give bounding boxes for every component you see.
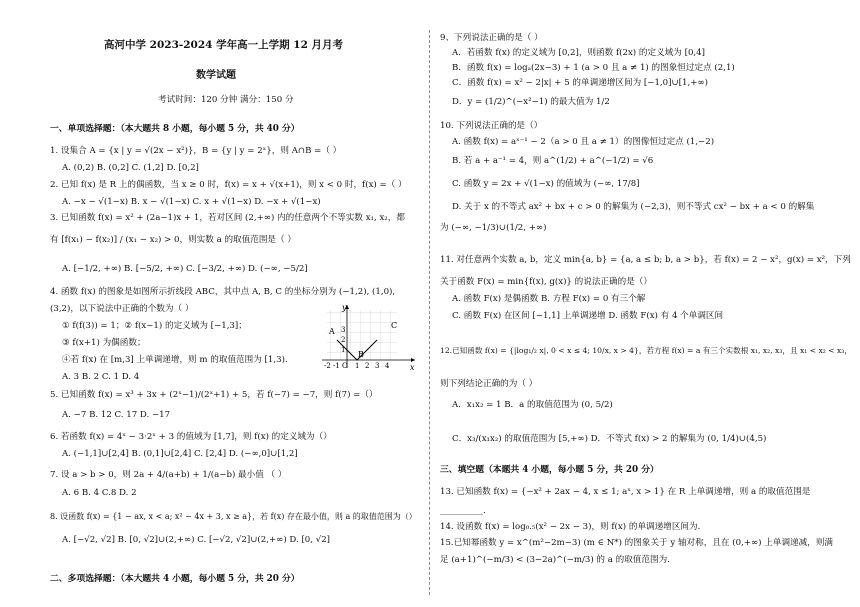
- right-column: [432, 0, 860, 607]
- x-tick-label: -2: [324, 362, 331, 370]
- question-5-options: A. −7 B. 12 C. 17 D. −17: [62, 410, 171, 420]
- x-axis-label: x: [410, 363, 415, 372]
- question-7: 7. 设 a > b > 0，则 2a + 4/(a+b) + 1/(a−b) 最小值 （ ）: [50, 470, 287, 480]
- question-9-option-c: C．函数 f(x) = x² − 2|x| + 5 的单调递增区间为 [−1,0]∪[1,+∞): [452, 78, 708, 88]
- question-3-cont: 有 [f(x₁) − f(x₂)] / (x₁ − x₂) > 0，则实数 a 的取值范围是（ ）: [50, 235, 296, 245]
- question-4-statement-1: ① f(f(3)) = 1；② f(x−1) 的定义域为 [−1,3]；: [62, 321, 247, 331]
- section-heading-fill-in: 三、填空题（本题共 4 小题，每小题 5 分，共 20 分）: [440, 465, 659, 475]
- question-4-statement-4: ④若 f(x) 在 [m,3] 上单调递增，则 m 的取值范围为 [1,3).: [62, 355, 288, 365]
- question-4: 4. 函数 f(x) 的图象是如图所示折线段 ABC，其中点 A, B, C 的坐标分别为 (−1,2), (1,0),: [50, 287, 396, 297]
- question-5: 5. 已知函数 f(x) = x³ + 3x + (2ˣ−1)/(2ˣ+1) + 5，若 f(−7) = −7，则 f(7) =（）: [50, 390, 378, 400]
- question-10-option-d-cont: 为 (−∞, −1/3)∪(1/2, +∞): [440, 223, 547, 233]
- y-tick-label: 1: [341, 346, 346, 354]
- page-subtitle: 数学试题: [196, 70, 236, 81]
- x-tick-label: -1: [333, 362, 340, 370]
- question-13: 13. 已知函数 f(x) = {−x² + 2ax − 4, x ≤ 1; aˣ, x > 1} 在 R 上单调递增，则 a 的取值范围是: [440, 487, 811, 497]
- y-tick-label: 3: [341, 326, 346, 334]
- question-4-cont: (3,2)，以下说法中正确的个数为（ ）: [50, 304, 194, 314]
- question-4-statement-3: ③ f(x+1) 为偶函数；: [62, 338, 146, 348]
- x-tick-label: 4: [385, 362, 390, 370]
- origin-label: O: [342, 362, 348, 370]
- question-8-options: A. [−√2, √2] B. [0, √2]∪(2,+∞) C. [−√2, √2]∪(2,+∞) D. [0, √2]: [62, 535, 331, 545]
- question-13-blank: __________.: [440, 506, 486, 516]
- exam-time-info: 考试时间：120 分钟 满分：150 分: [158, 95, 294, 105]
- question-11-options-ab: A. 函数 F(x) 是偶函数 B. 方程 F(x) = 0 有三个解: [452, 294, 646, 304]
- point-c-label: C: [391, 321, 398, 330]
- question-2: 2. 已知 f(x) 是 R 上的偶函数，当 x ≥ 0 时，f(x) = x + √(x+1)，则 x < 0 时，f(x) =（ ）: [50, 180, 407, 190]
- question-2-options: A. −x − √(1−x) B. x − √(1−x) C. x + √(1−x) D. −x + √(1−x): [62, 197, 321, 207]
- question-11-cont: 关于函数 F(x) = min{f(x), g(x)} 的说法正确的是（）: [440, 277, 652, 287]
- question-10-option-a: A. 函数 f(x) = aˣ⁻¹ − 2（a > 0 且 a ≠ 1）的图像恒过定点 (1,−2): [452, 137, 715, 147]
- question-1-options: A. (0,2) B. (0,2] C. (1,2] D. [0,2]: [62, 163, 199, 173]
- broken-line-figure: [320, 302, 420, 372]
- question-15: 15.已知幂函数 y = x^(m²−2m−3) (m ∈ N*) 的图象关于 y 轴对称，且在 (0,+∞) 上单调递减，则满: [440, 538, 834, 548]
- question-11-options-cd: C. 函数 F(x) 在区间 [−1,1] 上单调递增 D. 函数 F(x) 有 4 个单调区间: [452, 311, 724, 321]
- question-11: 11. 对任意两个实数 a, b，定义 min{a, b} = {a, a ≤ b; b, a > b}，若 f(x) = 2 − x²，g(x) = x²，下列: [440, 255, 851, 265]
- question-6: 6. 若函数 f(x) = 4ˣ − 3·2ˣ + 3 的值域为 [1,7]，则 f(x) 的定义域为（）: [50, 432, 332, 442]
- question-3: 3. 已知函数 f(x) = x² + (2a−1)x + 1，若对区间 (2,+∞) 内的任意两个不等实数 x₁, x₂，都: [50, 213, 405, 223]
- question-15-cont: 足 (a+1)^(−m/3) < (3−2a)^(−m/3) 的 a 的取值范围为.: [440, 555, 670, 565]
- question-9-option-a: A．若函数 f(x) 的定义域为 [0,2]，则函数 f(2x) 的定义域为 [0,4]: [452, 48, 705, 58]
- x-tick-label: 2: [365, 362, 370, 370]
- section-heading-single-choice: 一、单项选择题：（本大题共 8 小题，每小题 5 分，共 40 分）: [50, 124, 300, 134]
- question-9-option-b: B．函数 f(x) = logₐ(2x−3) + 1 (a > 0 且 a ≠ 1) 的图象恒过定点 (2,1): [452, 63, 735, 73]
- question-10-option-c: C. 函数 y = 2x + √(1−x) 的值域为 (−∞, 17/8]: [452, 179, 640, 189]
- question-12-cont: 则下列结论正确的为（ ）: [440, 379, 538, 389]
- question-10-option-d: D. 关于 x 的不等式 ax² + bx + c > 0 的解集为 (−2,3)，则不等式 cx² − bx + a < 0 的解集: [452, 202, 815, 212]
- question-4-options: A. 3 B. 2 C. 1 D. 4: [62, 372, 140, 382]
- question-9-option-d: D．y = (1/2)^(−x²−1) 的最大值为 1/2: [452, 97, 610, 107]
- x-tick-label: 3: [375, 362, 380, 370]
- page-title: 高河中学 2023-2024 学年高一上学期 12 月月考: [104, 39, 344, 51]
- x-axis-arrow: [411, 358, 415, 362]
- question-12-options-cd: C．x₃/(x₁x₂) 的取值范围为 [5,+∞) D．不等式 f(x) > 2 的解集为 (0, 1/4)∪(4,5): [452, 434, 767, 444]
- section-heading-multi-choice: 二、多项选择题：（本大题共 4 小题，每小题 5 分，共 20 分）: [50, 574, 300, 584]
- question-3-options: A. [−1/2, +∞) B. [−5/2, +∞) C. [−3/2, +∞) D. (−∞, −5/2]: [62, 264, 308, 274]
- question-7-options: A. 6 B. 4 C.8 D. 2: [62, 488, 137, 498]
- x-tick-label: 1: [355, 362, 360, 370]
- y-axis-label: y: [342, 303, 347, 312]
- point-b-label: B: [358, 350, 364, 359]
- question-10: 10. 下列说法正确的是（）: [440, 121, 543, 131]
- point-a-label: A: [329, 327, 335, 336]
- question-10-option-b: B. 若 a + a⁻¹ = 4，则 a^(1/2) + a^(−1/2) = √6: [452, 156, 654, 166]
- y-tick-label: 2: [341, 336, 346, 344]
- question-12: 12.已知函数 f(x) = {|log₁/₂ x|, 0 < x ≤ 4; 10/x, x > 4}，若方程 f(x) = a 有三个实数根 x₁, x₂, x₃，且 x₁ < x₂ < x₃，: [440, 346, 852, 355]
- column-divider: [429, 30, 430, 595]
- question-14: 14. 设函数 f(x) = log₀.₅(x² − 2x − 3)，则 f(x) 的单调递增区间为.: [440, 522, 701, 532]
- question-12-options-ab: A．x₁x₂ = 1 B．a 的取值范围为 (0, 5/2): [452, 400, 613, 410]
- question-1: 1. 设集合 A = {x | y = √(2x − x²)}，B = {y | y = 2ˣ}，则 A∩B =（ ）: [50, 146, 342, 156]
- question-6-options: A. (−1,1]∪[2,4] B. (0,1]∪[2,4] C. [2,4] D. (−∞,0]∪[1,2]: [62, 449, 298, 459]
- question-9: 9、下列说法正确的是（ ）: [440, 33, 543, 43]
- question-8: 8. 设函数 f(x) = {1 − ax, x < a; x² − 4x + 3, x ≥ a}，若 f(x) 存在最小值，则 a 的取值范围为（）: [50, 512, 417, 521]
